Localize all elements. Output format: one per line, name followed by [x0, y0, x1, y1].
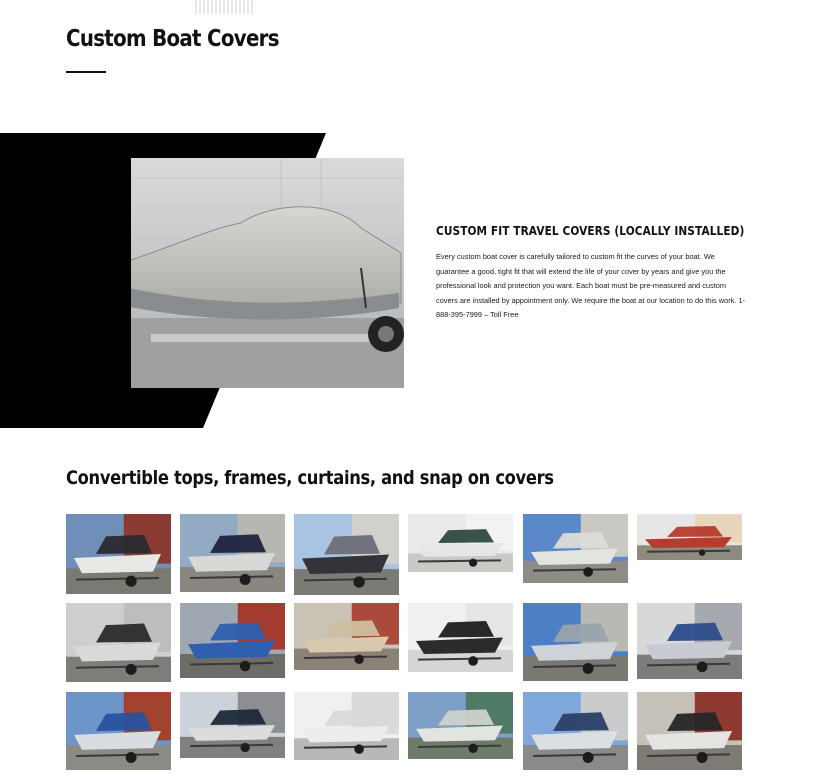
- gallery-photo-8[interactable]: [180, 603, 285, 678]
- gallery-photo-13[interactable]: [66, 692, 171, 770]
- top-decoration: [195, 0, 255, 14]
- covered-boat-photo: [131, 158, 404, 388]
- boat-photo: [294, 603, 399, 670]
- boat-photo: [180, 692, 285, 758]
- gallery-photo-9[interactable]: [294, 603, 399, 670]
- boat-photo: [523, 514, 628, 583]
- gallery-photo-7[interactable]: [66, 603, 171, 682]
- gallery-photo-17[interactable]: [523, 692, 628, 770]
- title-underline: [66, 71, 106, 73]
- feature-heading: CUSTOM FIT TRAVEL COVERS (LOCALLY INSTALLED): [436, 224, 745, 238]
- boat-photo: [294, 692, 399, 760]
- feature-description: Every custom boat cover is carefully tailored to custom fit the curves of your boat. We guarantee a good, tight fit that will extend the life of your cover by years and give you the professional look and protection you want. Each boat must be pre-measured and custom covers are installed by appointment only. We require the boat at our location to do this work. 1-888-395-7999 – Toll Free: [436, 252, 746, 320]
- gallery-photo-3[interactable]: [294, 514, 399, 595]
- gallery-photo-2[interactable]: [180, 514, 285, 592]
- gallery-photo-15[interactable]: [294, 692, 399, 760]
- gallery-photo-10[interactable]: [408, 603, 513, 672]
- photo-gallery: [66, 514, 746, 776]
- gallery-photo-16[interactable]: [408, 692, 513, 759]
- gallery-photo-11[interactable]: [523, 603, 628, 681]
- gallery-photo-6[interactable]: [637, 514, 742, 560]
- boat-photo: [523, 603, 628, 681]
- boat-photo: [294, 514, 399, 595]
- boat-photo: [408, 603, 513, 672]
- boat-photo: [180, 514, 285, 592]
- boat-photo: [523, 692, 628, 770]
- gallery-photo-12[interactable]: [637, 603, 742, 679]
- boat-photo: [408, 514, 513, 572]
- boat-photo: [637, 603, 742, 679]
- boat-photo: [637, 514, 742, 560]
- gallery-photo-14[interactable]: [180, 692, 285, 758]
- boat-photo: [66, 603, 171, 682]
- boat-photo: [408, 692, 513, 759]
- gallery-photo-18[interactable]: [637, 692, 742, 770]
- gallery-heading: Convertible tops, frames, curtains, and snap on covers: [66, 467, 554, 489]
- boat-photo: [66, 514, 171, 594]
- gallery-photo-5[interactable]: [523, 514, 628, 583]
- gallery-photo-4[interactable]: [408, 514, 513, 572]
- gallery-photo-1[interactable]: [66, 514, 171, 594]
- feature-block: [436, 224, 748, 323]
- boat-photo: [66, 692, 171, 770]
- page-title: Custom Boat Covers: [66, 26, 279, 52]
- boat-photo: [637, 692, 742, 770]
- boat-photo: [180, 603, 285, 678]
